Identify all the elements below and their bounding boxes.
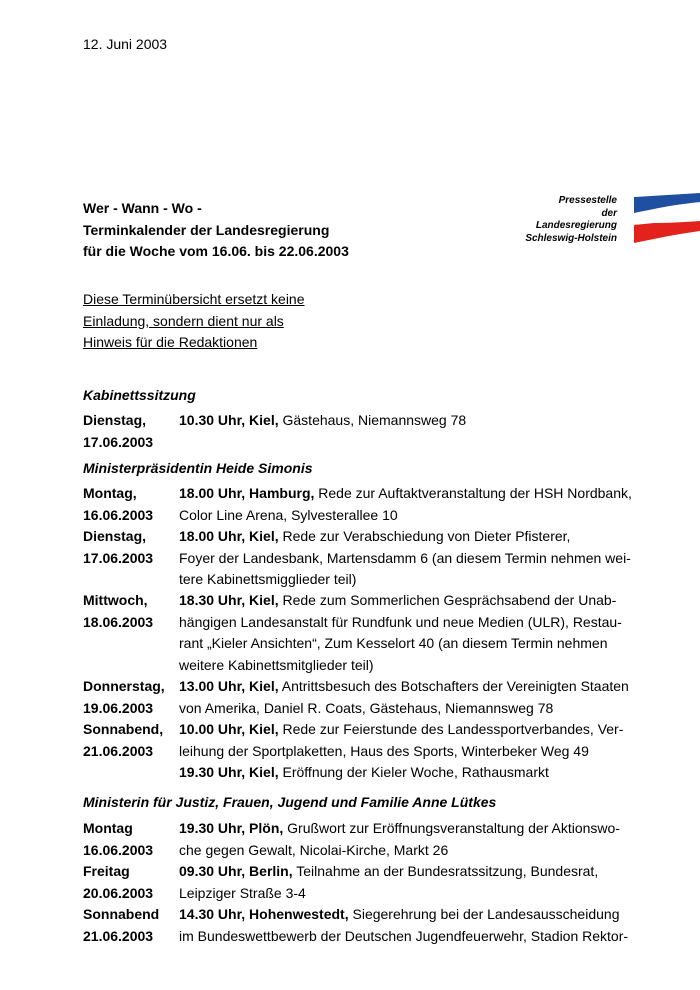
appointment-text: Antrittsbesuch des Botschafters der Vereinigten Staaten xyxy=(281,678,629,694)
appointment-time-place: 14.30 Uhr, Hohenwestedt, xyxy=(179,906,349,922)
press-office-label xyxy=(457,195,617,245)
appointment-entry xyxy=(83,483,643,526)
date-value: 19.06.2003 xyxy=(83,699,154,716)
appointment-entry xyxy=(83,861,643,904)
appointment-text: che gegen Gewalt, Nicolai-Kirche, Markt 26 xyxy=(179,841,449,858)
appointment-details xyxy=(179,483,641,526)
appointment-entry xyxy=(83,410,643,453)
weekday: Montag, xyxy=(83,485,137,501)
title-line: Wer - Wann - Wo - xyxy=(83,200,202,216)
document-title xyxy=(83,198,349,263)
appointment-text: weitere Kabinettsmitglieder teil) xyxy=(179,656,374,673)
appointment-text: Siegerehrung bei der Landesausscheidung xyxy=(352,906,620,922)
appointment-text: Color Line Arena, Sylvesterallee 10 xyxy=(179,506,398,523)
appointment-entry xyxy=(83,719,643,783)
appointment-details xyxy=(179,526,641,591)
section-heading: Ministerin für Justiz, Frauen, Jugend und Familie Anne Lütkes xyxy=(83,794,497,810)
date-value: 21.06.2003 xyxy=(83,742,154,759)
appointment-details xyxy=(179,904,641,947)
state-flag-logo-icon xyxy=(632,193,700,245)
appointment-time-place: 18.30 Uhr, Kiel, xyxy=(179,592,279,608)
appointment-entry xyxy=(83,818,643,861)
appointment-day xyxy=(83,719,179,762)
title-line: für die Woche vom 16.06. bis 22.06.2003 xyxy=(83,243,349,259)
logo-blue-stripe xyxy=(634,193,700,213)
appointment-day xyxy=(83,676,179,719)
appointment-details xyxy=(179,410,641,432)
appointment-text: Teilnahme an der Bundesratssitzung, Bundesrat, xyxy=(296,863,599,879)
appointment-entry xyxy=(83,590,643,676)
appointment-day xyxy=(83,483,179,526)
date-value: 16.06.2003 xyxy=(83,841,154,858)
appointment-day xyxy=(83,818,179,861)
weekday: Sonnabend xyxy=(83,906,160,922)
appointment-entry xyxy=(83,904,643,947)
appointment-text: tere Kabinettsmigglieder teil) xyxy=(179,571,357,587)
appointment-day xyxy=(83,590,179,633)
appointment-time-place: 10.30 Uhr, Kiel, xyxy=(179,412,279,428)
weekday: Dienstag, xyxy=(83,528,147,544)
appointment-text: Gästehaus, Niemannsweg 78 xyxy=(282,412,467,428)
appointment-details xyxy=(179,719,641,784)
appointment-details xyxy=(179,676,641,719)
appointment-text: Eröffnung der Kieler Woche, Rathausmarkt xyxy=(282,764,549,780)
notice-line: Hinweis für die Redaktionen xyxy=(83,334,258,350)
weekday: Freitag xyxy=(83,863,130,879)
appointment-time-place: 13.00 Uhr, Kiel, xyxy=(179,678,279,694)
date-value: 18.06.2003 xyxy=(83,613,154,630)
appointment-text: Foyer der Landesbank, Martensdamm 6 (an diesem Termin nehmen wei- xyxy=(179,549,631,566)
section-heading: Kabinettssitzung xyxy=(83,387,196,403)
appointment-time-place: 10.00 Uhr, Kiel, xyxy=(179,721,279,737)
weekday: Mittwoch, xyxy=(83,592,148,608)
weekday: Dienstag, xyxy=(83,412,147,428)
appointment-details xyxy=(179,861,641,904)
date-value: 20.06.2003 xyxy=(83,884,154,901)
appointment-entry xyxy=(83,676,643,719)
logo-red-stripe xyxy=(634,221,700,243)
date-value: 17.06.2003 xyxy=(83,549,154,566)
notice-line: Einladung, sondern dient nur als xyxy=(83,312,284,329)
appointment-text: von Amerika, Daniel R. Coats, Gästehaus, Niemannsweg 78 xyxy=(179,699,554,716)
appointment-details xyxy=(179,818,641,861)
weekday: Sonnabend, xyxy=(83,721,164,737)
date-value: 16.06.2003 xyxy=(83,506,154,523)
weekday: Donnerstag, xyxy=(83,678,165,694)
appointment-text: Leipziger Straße 3-4 xyxy=(179,884,306,901)
appointment-text: hängigen Landesanstalt für Rundfunk und neue Medien (ULR), Restau- xyxy=(179,613,622,630)
editorial-notice xyxy=(83,289,305,354)
appointment-time-place: 19.30 Uhr, Plön, xyxy=(179,820,284,836)
appointment-details xyxy=(179,590,641,676)
appointment-text: leihung der Sportplaketten, Haus des Sports, Winterbeker Weg 49 xyxy=(179,742,589,759)
appointment-text: Grußwort zur Eröffnungsveranstaltung der Aktionswo- xyxy=(287,820,620,836)
appointment-text: Rede zum Sommerlichen Gesprächsabend der Unab- xyxy=(282,592,617,608)
appointment-day xyxy=(83,410,179,453)
appointment-text: Rede zur Verabschiedung von Dieter Pfisterer, xyxy=(282,528,571,544)
notice-line: Diese Terminübersicht ersetzt keine xyxy=(83,291,305,307)
section-heading: Ministerpräsidentin Heide Simonis xyxy=(83,460,313,476)
appointment-text: im Bundeswettbewerb der Deutschen Jugendfeuerwehr, Stadion Rektor- xyxy=(179,927,629,944)
appointment-text: Rede zur Feierstunde des Landessportverbandes, Ver- xyxy=(282,721,624,737)
appointment-text: Rede zur Auftaktveranstaltung der HSH Nordbank, xyxy=(318,485,632,501)
appointment-time-place: 18.00 Uhr, Kiel, xyxy=(179,528,279,544)
logo-line: Pressestelle xyxy=(558,195,617,206)
appointment-day xyxy=(83,526,179,569)
appointment-time-place: 19.30 Uhr, Kiel, xyxy=(179,764,279,780)
appointment-time-place: 09.30 Uhr, Berlin, xyxy=(179,863,293,879)
logo-line: Landesregierung xyxy=(535,220,617,231)
appointment-day xyxy=(83,861,179,904)
appointment-time-place: 18.00 Uhr, Hamburg, xyxy=(179,485,315,501)
logo-line: der xyxy=(601,207,617,219)
appointment-entry xyxy=(83,526,643,590)
weekday: Montag xyxy=(83,820,133,836)
appointment-text: rant „Kieler Ansichten“, Zum Kesselort 40 (an diesem Termin nehmen xyxy=(179,635,608,651)
appointment-day xyxy=(83,904,179,947)
document-date: 12. Juni 2003 xyxy=(83,36,168,52)
logo-line: Schleswig-Holstein xyxy=(525,232,617,244)
date-value: 17.06.2003 xyxy=(83,433,154,450)
date-value: 21.06.2003 xyxy=(83,927,154,944)
title-line: Terminkalender der Landesregierung xyxy=(83,221,330,238)
